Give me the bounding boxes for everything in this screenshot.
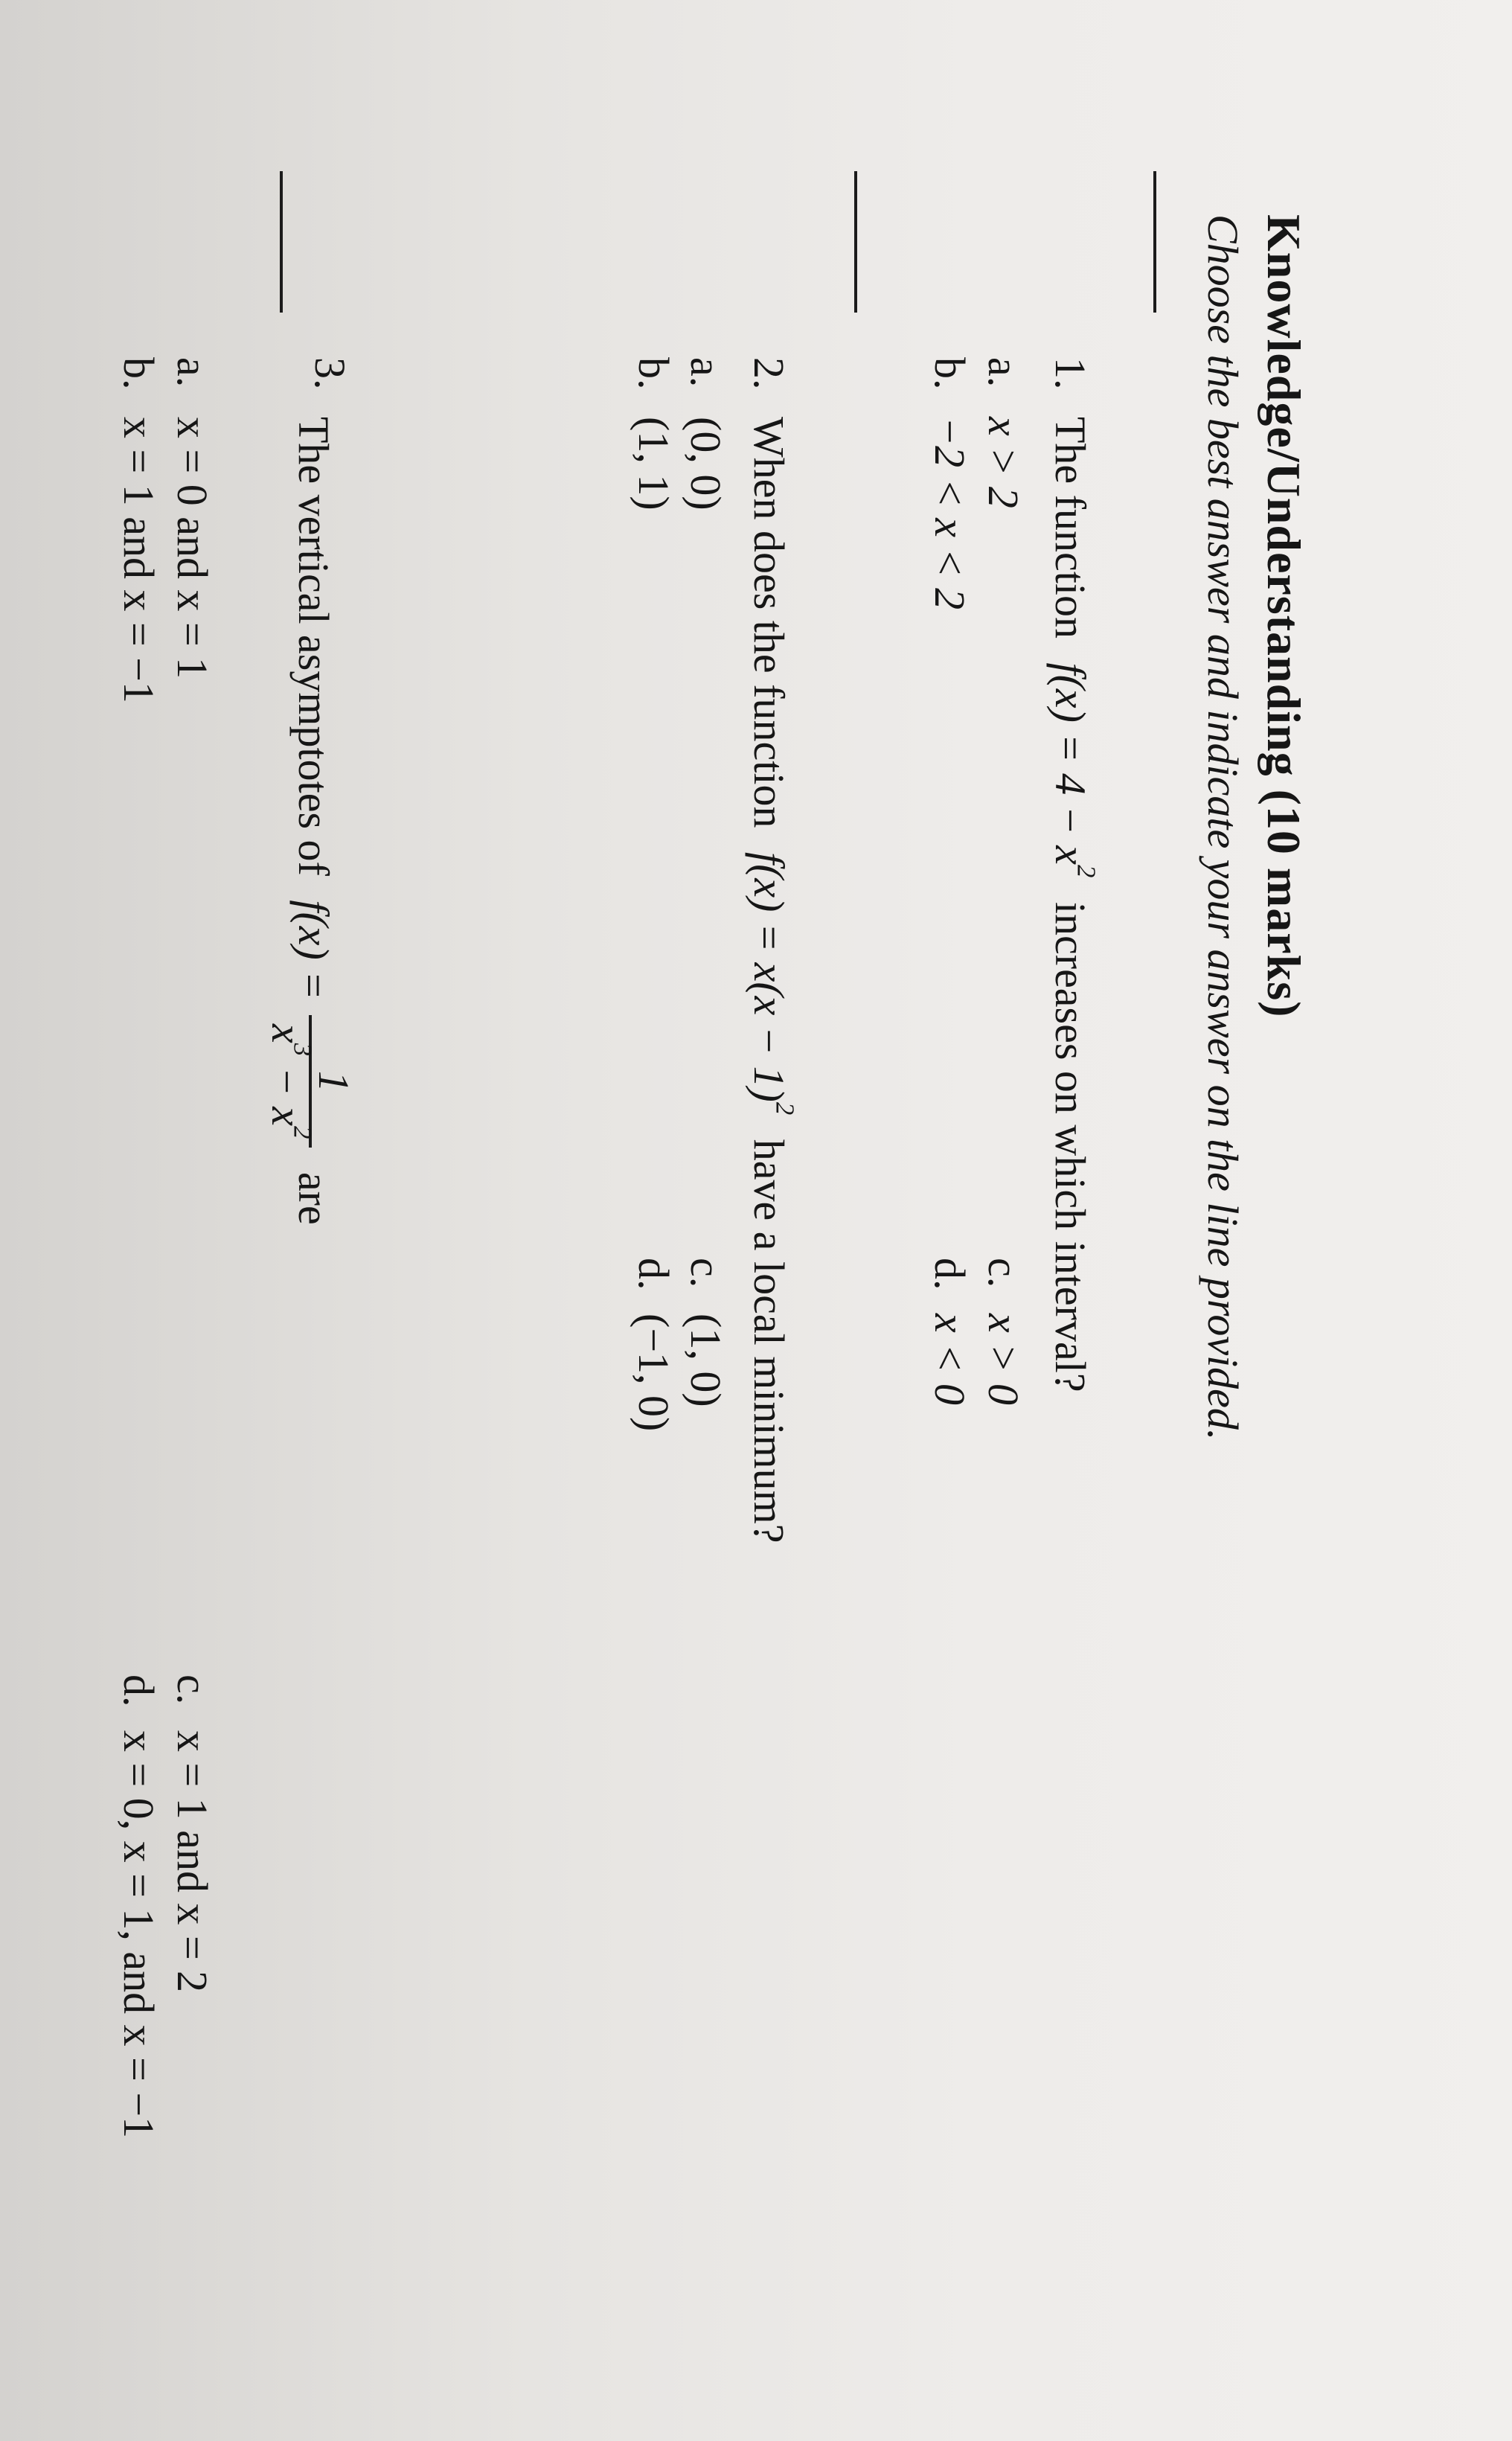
option-text: x = 1 and x = 2 xyxy=(168,1730,217,1993)
option-text: x > 0 xyxy=(979,1314,1028,1405)
option-text: x = 1 and x = −1 xyxy=(115,417,163,703)
option-letter: c. xyxy=(168,1674,217,1705)
option-letter: a. xyxy=(168,357,217,388)
option-letter: d. xyxy=(630,1258,678,1290)
option-letter: d. xyxy=(926,1258,974,1290)
fraction-denominator: $x^3 - x^2$ xyxy=(263,1023,318,1139)
question-text-after: increases on which interval? xyxy=(1046,901,1095,1392)
option-letter: b. xyxy=(630,357,678,390)
section-heading: Knowledge/Understanding (10 marks) xyxy=(1258,214,1310,1018)
section-instructions: Choose the best answer and indicate your answer on the line provided. xyxy=(1199,214,1247,1441)
function-expression: $f(x) = x(x - 1)^2$ xyxy=(745,851,800,1116)
answer-line-q1[interactable] xyxy=(1153,171,1156,313)
question-text-after: are xyxy=(289,1171,339,1225)
question-text-before: When does the function xyxy=(745,417,793,828)
question-text-after: have a local minimum? xyxy=(745,1139,793,1543)
option-text: x > 2 xyxy=(979,417,1028,508)
option-text: x = 0, x = 1, and x = −1 xyxy=(115,1730,163,2139)
option-letter: a. xyxy=(682,357,730,388)
question-number: 3. xyxy=(306,357,354,390)
function-expression: $f(x) = 4 - x^2$ xyxy=(1046,662,1101,878)
option-letter: d. xyxy=(115,1674,163,1707)
question-text-q3 xyxy=(263,417,358,1225)
fraction-numerator: 1 xyxy=(309,1015,355,1148)
option-text: (0, 0) xyxy=(682,417,730,511)
question-number: 1. xyxy=(1046,357,1095,390)
option-letter: c. xyxy=(979,1258,1028,1288)
option-text: (−1, 0) xyxy=(630,1314,678,1432)
option-letter: a. xyxy=(979,357,1028,388)
option-letter: c. xyxy=(682,1258,730,1288)
question-text-q1 xyxy=(1045,417,1101,1392)
option-text: x = 0 and x = 1 xyxy=(168,417,217,679)
option-text: x < 0 xyxy=(926,1314,974,1405)
option-text: (1, 1) xyxy=(630,417,678,511)
question-text-q2 xyxy=(744,417,800,1543)
answer-line-q2[interactable] xyxy=(854,171,857,313)
question-text-before: The function xyxy=(1046,417,1095,639)
option-text: −2 < x < 2 xyxy=(926,417,974,610)
question-number: 2. xyxy=(745,357,793,390)
question-text-before: The vertical asymptotes of xyxy=(289,417,339,876)
answer-line-q3[interactable] xyxy=(280,171,283,313)
option-letter: b. xyxy=(115,357,163,390)
function-expression: f(x) = xyxy=(289,900,339,1000)
option-letter: b. xyxy=(926,357,974,390)
fraction xyxy=(263,1015,358,1148)
option-text: (1, 0) xyxy=(682,1314,730,1407)
